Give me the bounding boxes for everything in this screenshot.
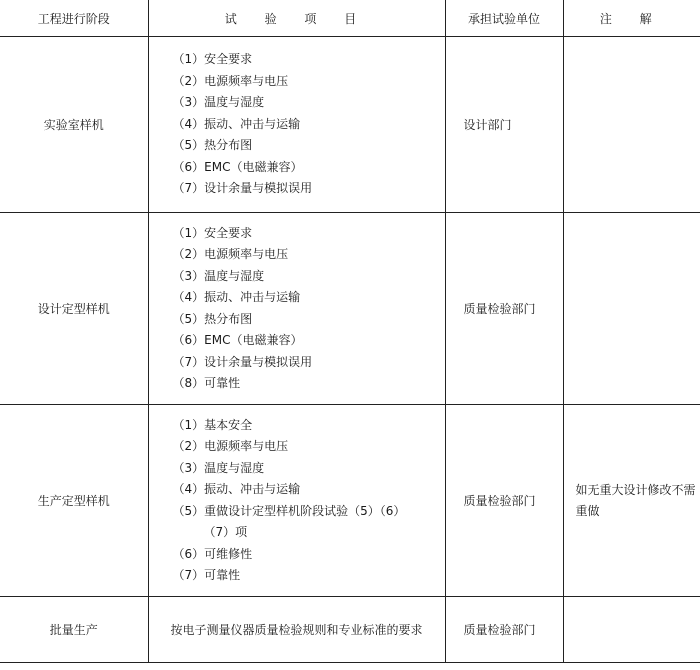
note-cell (563, 213, 700, 405)
note-cell (563, 597, 700, 663)
unit-cell: 质量检验部门 (445, 597, 563, 663)
test-item: （7）可靠性 (172, 568, 241, 582)
test-item: （2）电源频率与电压 (172, 73, 289, 88)
test-item: （2）电源频率与电压 (172, 439, 289, 453)
table-row (0, 597, 700, 663)
test-item: （2）电源频率与电压 (172, 247, 289, 261)
test-item: （5）重做设计定型样机阶段试验（5）（6） (172, 503, 406, 518)
test-item: （4）振动、冲击与运输 (172, 290, 301, 304)
items-cell (148, 405, 445, 597)
table-row (0, 37, 700, 213)
items-cell (148, 213, 445, 405)
note-cell (563, 37, 700, 213)
test-item: （5）热分布图 (172, 311, 253, 326)
unit-cell: 设计部门 (445, 37, 563, 213)
header-row (0, 0, 700, 37)
unit-cell: 质量检验部门 (445, 213, 563, 405)
header-stage: 工程进行阶段 (0, 0, 148, 37)
test-item: （6）EMC（电磁兼容） (172, 333, 303, 347)
unit-cell: 质量检验部门 (445, 405, 563, 597)
test-item: （3）温度与湿度 (172, 95, 265, 110)
stage-cell: 批量生产 (0, 597, 148, 663)
test-item: （4）振动、冲击与运输 (172, 482, 301, 496)
test-item: （6）EMC（电磁兼容） (172, 159, 303, 174)
test-item: （8）可靠性 (172, 376, 241, 390)
header-test-items: 试 验 项 目 (148, 0, 445, 37)
table-row (0, 213, 700, 405)
test-item: （3）温度与湿度 (172, 460, 265, 475)
items-cell: 按电子测量仪器质量检验规则和专业标准的要求 (148, 597, 445, 663)
test-item: （1）安全要求 (172, 225, 253, 240)
stage-cell: 实验室样机 (0, 37, 148, 213)
test-item: （1）安全要求 (172, 52, 253, 67)
test-item: （4）振动、冲击与运输 (172, 116, 301, 131)
header-note: 注 解 (563, 0, 700, 37)
items-cell (148, 37, 445, 213)
test-item-continuation: （7）项 (203, 525, 248, 539)
test-item: （3）温度与湿度 (172, 268, 265, 283)
note-cell: 如无重大设计修改不需重做 (563, 405, 700, 597)
test-item: （6）可维修性 (172, 546, 253, 561)
header-unit: 承担试验单位 (445, 0, 563, 37)
table-row (0, 405, 700, 597)
test-item: （1）基本安全 (172, 417, 253, 432)
test-item: （7）设计余量与模拟误用 (172, 354, 313, 369)
stage-cell: 生产定型样机 (0, 405, 148, 597)
stage-cell: 设计定型样机 (0, 213, 148, 405)
test-item: （5）热分布图 (172, 138, 253, 153)
test-item: （7）设计余量与模拟误用 (172, 181, 313, 196)
